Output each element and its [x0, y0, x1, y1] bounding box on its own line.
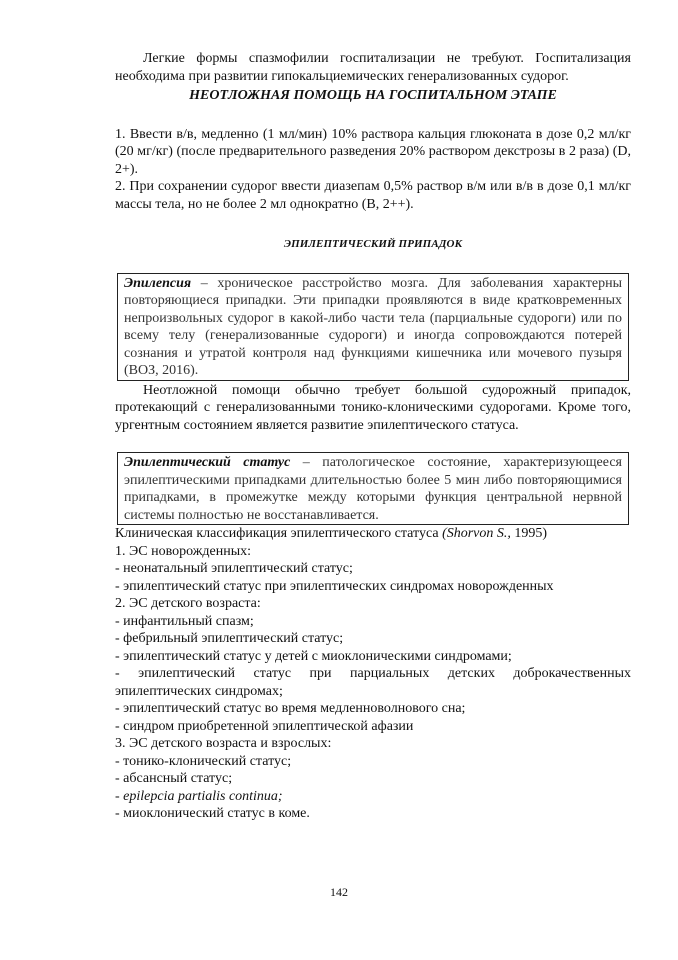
list-italic-text: epilepcia partialis continua;: [123, 788, 283, 804]
intro-paragraph: Легкие формы спазмофилии госпитализации не требуют. Госпитализация необходима при развитии гипокальциемических генерализованных судорог.: [115, 51, 631, 84]
list-item: - эпилептический статус при парциальных детских доброкачественных эпилептических синдромах;: [115, 666, 631, 699]
list-item: - эпилептический статус при эпилептических синдромах новорожденных: [115, 578, 554, 594]
list-item: - фебрильный эпилептический статус;: [115, 631, 344, 646]
list-item: 1. ЭС новорожденных:: [115, 543, 252, 559]
list-item: - миоклонический статус в коме.: [115, 806, 310, 821]
list-item: - неонатальный эпилептический статус;: [115, 561, 353, 576]
step-1: 1. Ввести в/в, медленно (1 мл/мин) 10% раствора кальция глюконата в дозе 0,2 мл/кг (20 мг/кг) (после предварительного разведения 20% раствором декстрозы в 2 раза) (D, 2+).: [115, 126, 631, 177]
list-item: - абсансный статус;: [115, 771, 233, 786]
list-item: 3. ЭС детского возраста и взрослых:: [115, 736, 332, 751]
list-item-italic: [115, 788, 631, 806]
list-item: - эпилептический статус во время медленноволнового сна;: [115, 701, 466, 716]
list-item: - синдром приобретенной эпилептической афазии: [115, 718, 414, 734]
classification-list: [115, 543, 631, 823]
epilepsy-definition-box: [117, 273, 629, 381]
emergency-paragraph: Неотложной помощи обычно требует большой судорожный припадок, протекающий с генерализованными тонико-клоническими судорогами. Кроме того, ургентным состоянием является развитие эпилептического статуса.: [115, 382, 631, 433]
classification-year: 1995): [510, 526, 548, 541]
classification-title: [115, 525, 631, 543]
list-dash: -: [115, 788, 124, 804]
epilepsy-definition-text: – хроническое расстройство мозга. Для заболевания характерны повторяющиеся припадки. Эти припадки проявляются в виде кратковременных непроизвольных судорог в какой-либо части тела (парциальные судороги) или по всему телу (генерализованные судороги) и иногда сопровождаются потерей сознания и утратой контроля над функциями кишечника или мочевого пузыря (ВОЗ, 2016).: [124, 275, 622, 378]
page-number: 142: [330, 885, 348, 899]
list-item: - эпилептический статус у детей с миоклоническими синдромами;: [115, 648, 512, 664]
list-item: - тонико-клонический статус;: [115, 753, 292, 769]
status-definition-box: [117, 452, 629, 525]
classification-source: (Shorvon S.,: [442, 526, 511, 541]
subsection-heading: ЭПИЛЕПТИЧЕСКИЙ ПРИПАДОК: [283, 238, 463, 250]
list-item: 2. ЭС детского возраста:: [115, 596, 261, 611]
status-definition-text: – патологическое состояние, характеризующееся эпилептическими припадками длительностью более 5 мин либо повторяющимися припадками, в промежутке между которыми функция центральной нервной системы полностью не восстанавливается.: [124, 455, 622, 523]
classification-intro: Клиническая классификация эпилептического статуса: [115, 526, 443, 541]
list-item: - инфантильный спазм;: [115, 613, 254, 629]
status-term: Эпилептический статус: [124, 455, 291, 470]
section-heading: НЕОТЛОЖНАЯ ПОМОЩЬ НА ГОСПИТАЛЬНОМ ЭТАПЕ: [189, 88, 557, 103]
epilepsy-term: Эпилепсия: [124, 275, 192, 291]
step-2: 2. При сохранении судорог ввести диазепам 0,5% раствор в/м или в/в в дозе 0,1 мл/кг массы тела, но не более 2 мл однократно (B, 2++).: [115, 179, 631, 212]
page-content: [115, 50, 631, 823]
